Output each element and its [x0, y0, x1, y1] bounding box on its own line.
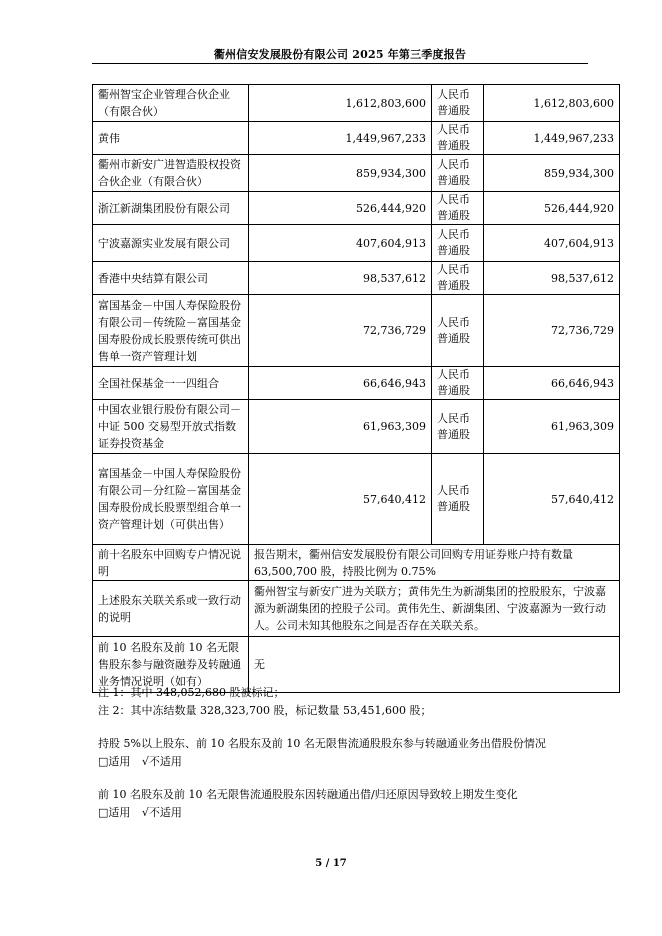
share-quantity: 57,640,412	[484, 454, 620, 545]
top-holders-table	[92, 84, 620, 693]
share-class: 人民币普通股	[432, 85, 484, 122]
share-class: 人民币普通股	[432, 454, 484, 545]
holder-shares: 57,640,412	[249, 454, 432, 545]
share-quantity: 66,646,943	[484, 367, 620, 400]
share-class: 人民币普通股	[432, 192, 484, 225]
table-row	[93, 454, 620, 545]
share-class: 人民币普通股	[432, 400, 484, 454]
share-quantity: 407,604,913	[484, 225, 620, 262]
share-class: 人民币普通股	[432, 367, 484, 400]
share-quantity: 526,444,920	[484, 192, 620, 225]
change-section	[98, 786, 518, 822]
holder-shares: 72,736,729	[249, 295, 432, 367]
table-row	[93, 192, 620, 225]
share-quantity: 61,963,309	[484, 400, 620, 454]
table-row	[93, 155, 620, 192]
footnote-2: 注 2：其中冻结数量 328,323,700 股，标记数量 53,451,600 股；	[98, 704, 432, 717]
share-class: 人民币普通股	[432, 155, 484, 192]
holder-name: 宁波嘉源实业发展有限公司	[93, 225, 249, 262]
share-quantity: 1,612,803,600	[484, 85, 620, 122]
share-class: 人民币普通股	[432, 295, 484, 367]
holder-shares: 859,934,300	[249, 155, 432, 192]
buyback-account-row	[93, 545, 620, 581]
option-applicable: □适用	[98, 806, 131, 819]
table-row	[93, 367, 620, 400]
holder-shares: 61,963,309	[249, 400, 432, 454]
share-quantity: 72,736,729	[484, 295, 620, 367]
share-class: 人民币普通股	[432, 225, 484, 262]
holder-name: 香港中央结算有限公司	[93, 262, 249, 295]
report-header: 衢州信安发展股份有限公司 2025 年第三季度报告	[213, 48, 467, 61]
holder-shares: 526,444,920	[249, 192, 432, 225]
holder-name: 衢州智宝企业管理合伙企业（有限合伙）	[93, 85, 249, 122]
share-class: 人民币普通股	[432, 262, 484, 295]
header-rule	[92, 63, 588, 64]
table-row	[93, 295, 620, 367]
relationship-row	[93, 581, 620, 637]
footnote-1: 注 1：其中 348,052,680 股被标记；	[98, 686, 285, 699]
lending-section	[98, 735, 546, 771]
share-class: 人民币普通股	[432, 122, 484, 155]
table-row	[93, 225, 620, 262]
holder-name: 中国农业银行股份有限公司－中证 500 交易型开放式指数证券投资基金	[93, 400, 249, 454]
option-applicable: □适用	[98, 755, 131, 768]
table-row	[93, 85, 620, 122]
holder-name: 衢州市新安广进智造股权投资合伙企业（有限合伙）	[93, 155, 249, 192]
share-quantity: 1,449,967,233	[484, 122, 620, 155]
holder-shares: 407,604,913	[249, 225, 432, 262]
lending-section-title: 持股 5%以上股东、前 10 名股东及前 10 名无限售流通股股东参与转融通业务出借股份情况	[98, 737, 546, 750]
holder-shares: 1,449,967,233	[249, 122, 432, 155]
page-number: 5 / 17	[315, 858, 347, 869]
holder-name: 黄伟	[93, 122, 249, 155]
holder-name: 富国基金－中国人寿保险股份有限公司－传统险－富国基金国寿股份成长股票传统可供出售单一资产管理计划	[93, 295, 249, 367]
share-quantity: 859,934,300	[484, 155, 620, 192]
holder-name: 富国基金－中国人寿保险股份有限公司－分红险－富国基金国寿股份成长股票型组合单一资产管理计划（可供出售）	[93, 454, 249, 545]
relationship-text: 衢州智宝与新安广进为关联方；黄伟先生为新湖集团的控股股东，宁波嘉源为新湖集团的控股子公司。黄伟先生、新湖集团、宁波嘉源为一致行动人。公司未知其他股东之间是否存在关联关系。	[249, 581, 620, 637]
share-quantity: 98,537,612	[484, 262, 620, 295]
holder-shares: 1,612,803,600	[249, 85, 432, 122]
change-section-title: 前 10 名股东及前 10 名无限售流通股股东因转融通出借/归还原因导致较上期发生变化	[98, 788, 518, 801]
lending-options	[98, 753, 546, 771]
option-not-applicable: √不适用	[141, 806, 182, 819]
option-not-applicable: √不适用	[141, 755, 182, 768]
margin-trading-label: 前 10 名股东及前 10 名无限售股东参与融资融券及转融通业务情况说明（如有）	[93, 637, 249, 693]
holder-shares: 98,537,612	[249, 262, 432, 295]
holder-shares: 66,646,943	[249, 367, 432, 400]
margin-trading-text: 无	[249, 637, 620, 693]
relationship-label: 上述股东关联关系或一致行动的说明	[93, 581, 249, 637]
holder-name: 浙江新湖集团股份有限公司	[93, 192, 249, 225]
table-row	[93, 400, 620, 454]
table-row	[93, 122, 620, 155]
buyback-text: 报告期末，衢州信安发展股份有限公司回购专用证券账户持有数量63,500,700 股，持股比例为 0.75%	[249, 545, 620, 581]
holder-name: 全国社保基金一一四组合	[93, 367, 249, 400]
table-row	[93, 262, 620, 295]
buyback-label: 前十名股东中回购专户情况说明	[93, 545, 249, 581]
change-options	[98, 804, 518, 822]
footnotes	[98, 684, 431, 720]
